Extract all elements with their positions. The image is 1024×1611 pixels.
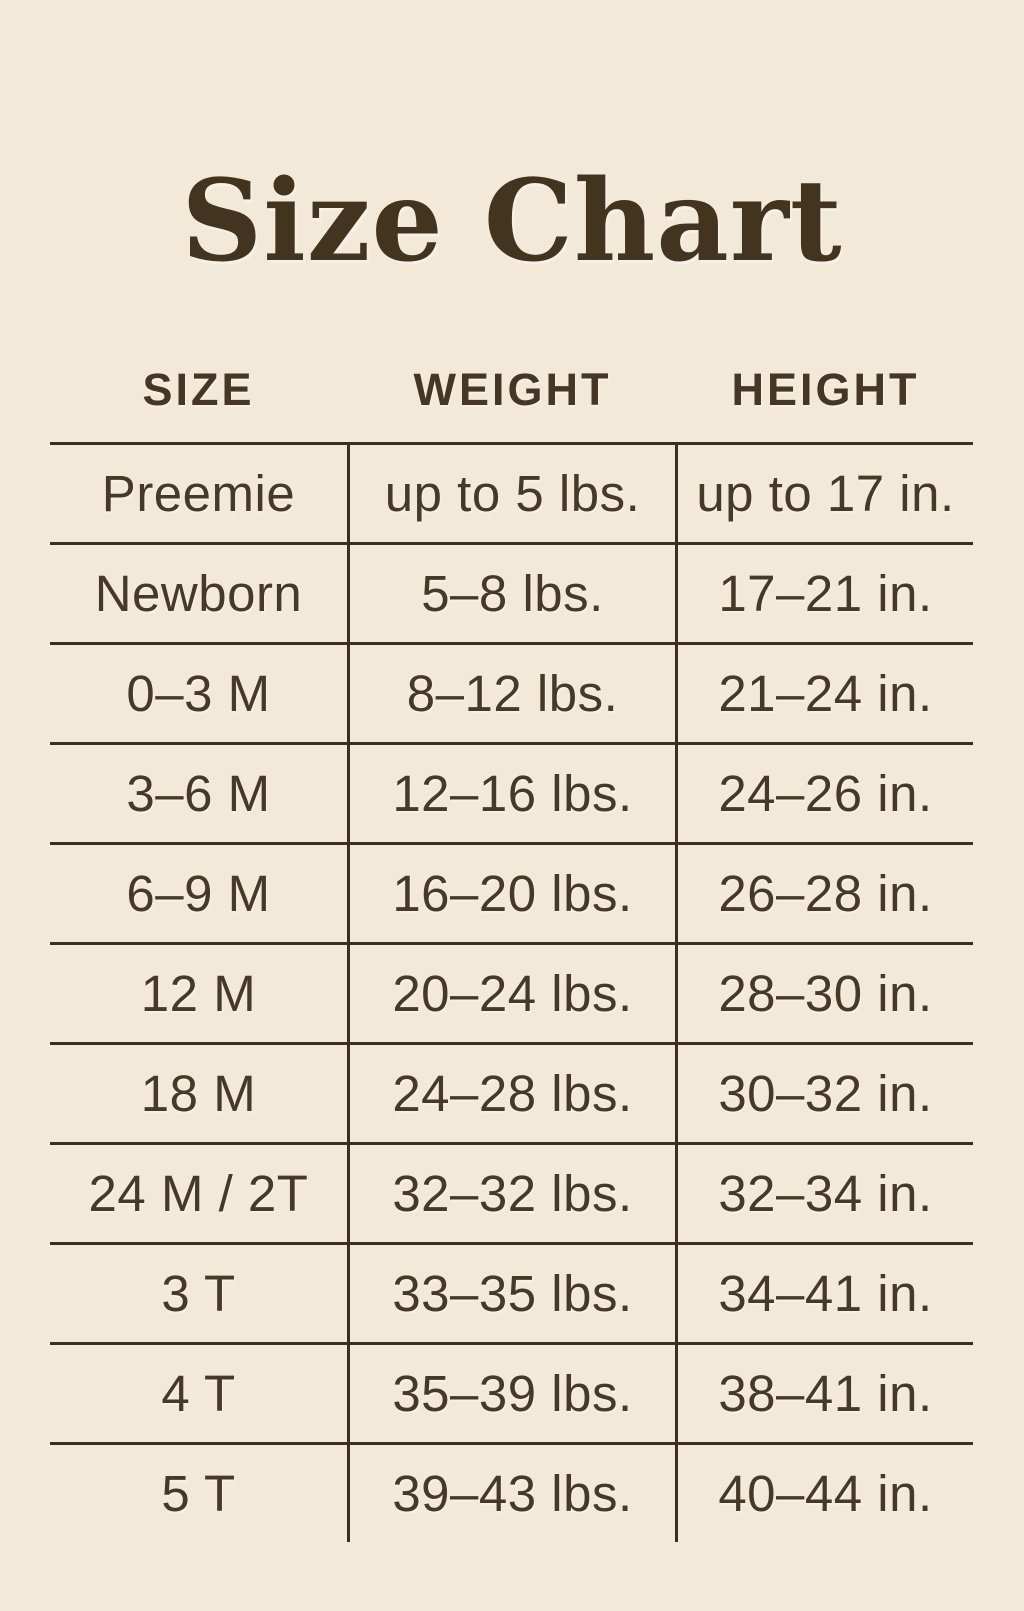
weight-cell: 12–16 lbs. — [347, 745, 678, 842]
table-row — [50, 1442, 973, 1542]
table-row — [50, 642, 973, 742]
table-row — [50, 1242, 973, 1342]
weight-cell: 20–24 lbs. — [347, 945, 678, 1042]
column-header-height: HEIGHT — [731, 364, 920, 416]
table-row — [50, 942, 973, 1042]
weight-cell: 24–28 lbs. — [347, 1045, 678, 1142]
weight-cell: 32–32 lbs. — [347, 1145, 678, 1242]
height-cell: 34–41 in. — [718, 1265, 933, 1323]
height-cell: 30–32 in. — [718, 1065, 933, 1123]
table-row — [50, 1142, 973, 1242]
size-cell: 12 M — [140, 965, 257, 1023]
table-row — [50, 1342, 973, 1442]
height-cell: 17–21 in. — [718, 565, 933, 623]
weight-cell: up to 5 lbs. — [347, 445, 678, 542]
height-cell: 32–34 in. — [718, 1165, 933, 1223]
size-cell: Preemie — [101, 465, 296, 523]
size-cell: 18 M — [140, 1065, 257, 1123]
table-row — [50, 742, 973, 842]
table-header-row — [50, 364, 973, 416]
size-cell: 4 T — [161, 1365, 236, 1423]
weight-cell: 39–43 lbs. — [347, 1445, 678, 1542]
table-row — [50, 542, 973, 642]
size-cell: 5 T — [161, 1465, 236, 1523]
height-cell: up to 17 in. — [696, 465, 955, 523]
size-chart-table — [50, 442, 973, 1542]
weight-cell: 33–35 lbs. — [347, 1245, 678, 1342]
height-cell: 28–30 in. — [718, 965, 933, 1023]
size-cell: 3 T — [161, 1265, 236, 1323]
column-header-size: SIZE — [142, 364, 255, 416]
size-cell: 6–9 M — [126, 865, 271, 923]
height-cell: 21–24 in. — [718, 665, 933, 723]
height-cell: 38–41 in. — [718, 1365, 933, 1423]
size-cell: 3–6 M — [126, 765, 271, 823]
weight-cell: 8–12 lbs. — [347, 645, 678, 742]
size-cell: Newborn — [94, 565, 303, 623]
weight-cell: 5–8 lbs. — [347, 545, 678, 642]
size-cell: 0–3 M — [126, 665, 271, 723]
weight-cell: 35–39 lbs. — [347, 1345, 678, 1442]
table-row — [50, 445, 973, 542]
height-cell: 40–44 in. — [718, 1465, 933, 1523]
page-title: Size Chart — [181, 156, 843, 288]
weight-cell: 16–20 lbs. — [347, 845, 678, 942]
height-cell: 24–26 in. — [718, 765, 933, 823]
table-row — [50, 1042, 973, 1142]
column-header-weight: WEIGHT — [413, 364, 612, 416]
size-cell: 24 M / 2T — [88, 1165, 309, 1223]
height-cell: 26–28 in. — [718, 865, 933, 923]
table-row — [50, 842, 973, 942]
